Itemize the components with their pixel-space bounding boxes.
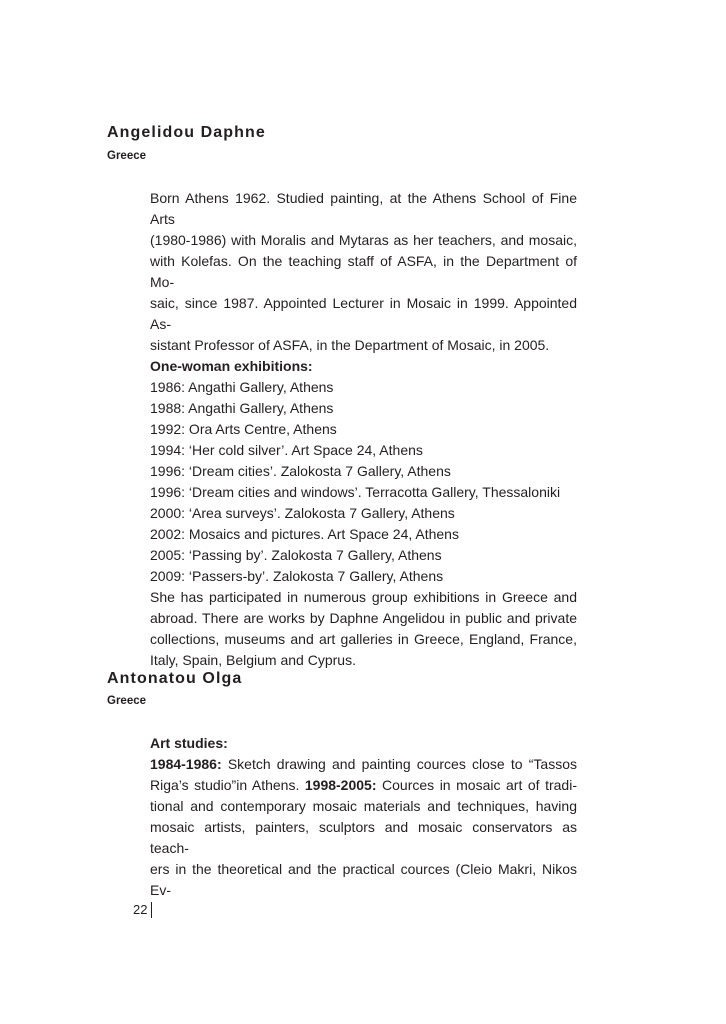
- exhibition-item: 1992: Ora Arts Centre, Athens: [150, 421, 337, 437]
- exhibition-item: 1988: Angathi Gallery, Athens: [150, 400, 334, 416]
- bio-line: sistant Professor of ASFA, in the Department of Mosaic, in 2005.: [150, 337, 550, 353]
- bio-line: (1980-1986) with Moralis and Mytaras as her teachers, and mosaic,: [150, 232, 577, 248]
- exhibitions-heading: One-woman exhibitions:: [150, 358, 313, 374]
- artist-biography: [150, 188, 577, 671]
- bio-line: saic, since 1987. Appointed Lecturer in Mosaic in 1999. Appointed As-: [150, 295, 577, 332]
- closing-line: abroad. There are works by Daphne Angelidou in public and private: [150, 610, 577, 626]
- period-label: 1984-1986:: [150, 756, 222, 772]
- artist-name-heading: Antonatou Olga: [107, 670, 243, 687]
- closing-line: She has participated in numerous group exhibitions in Greece and: [150, 589, 577, 605]
- closing-line: collections, museums and art galleries in Greece, England, France,: [150, 631, 577, 647]
- artist-biography: [150, 733, 577, 901]
- studies-line: mosaic artists, painters, sculptors and mosaic conservators as teach-: [150, 819, 577, 856]
- exhibition-item: 2000: ‘Area surveys’. Zalokosta 7 Gallery, Athens: [150, 505, 455, 521]
- studies-line: [150, 754, 577, 775]
- bio-line: with Kolefas. On the teaching staff of ASFA, in the Department of Mo-: [150, 253, 577, 290]
- artist-country: Greece: [107, 695, 147, 707]
- period-label: 1998-2005:: [304, 777, 377, 793]
- studies-line: [150, 775, 577, 796]
- exhibition-item: 1986: Angathi Gallery, Athens: [150, 379, 334, 395]
- artist-country: Greece: [107, 150, 147, 162]
- artist-name-heading: Angelidou Daphne: [107, 124, 266, 141]
- period-text: Cources in mosaic art of tradi-: [376, 777, 577, 793]
- period-text: Sketch drawing and painting cources close to “Tassos: [221, 756, 577, 772]
- studies-line: tional and contemporary mosaic materials and techniques, having: [150, 798, 577, 814]
- exhibition-item: 2002: Mosaics and pictures. Art Space 24, Athens: [150, 526, 459, 542]
- exhibition-item: 1994: ‘Her cold silver’. Art Space 24, Athens: [150, 442, 423, 458]
- page-number: 22: [133, 902, 152, 918]
- exhibition-item: 2009: ‘Passers-by’. Zalokosta 7 Gallery, Athens: [150, 568, 444, 584]
- exhibition-item: 1996: ‘Dream cities and windows’. Terracotta Gallery, Thessaloniki: [150, 484, 561, 500]
- studies-heading: Art studies:: [150, 735, 228, 751]
- exhibition-item: 2005: ‘Passing by’. Zalokosta 7 Gallery, Athens: [150, 547, 442, 563]
- period-text: Riga’s studio”in Athens.: [150, 777, 305, 793]
- closing-line: Italy, Spain, Belgium and Cyprus.: [150, 652, 356, 668]
- studies-line: ers in the theoretical and the practical cources (Cleio Makri, Nikos Ev-: [150, 861, 577, 898]
- bio-line: Born Athens 1962. Studied painting, at the Athens School of Fine Arts: [150, 190, 577, 227]
- exhibition-item: 1996: ‘Dream cities’. Zalokosta 7 Gallery, Athens: [150, 463, 451, 479]
